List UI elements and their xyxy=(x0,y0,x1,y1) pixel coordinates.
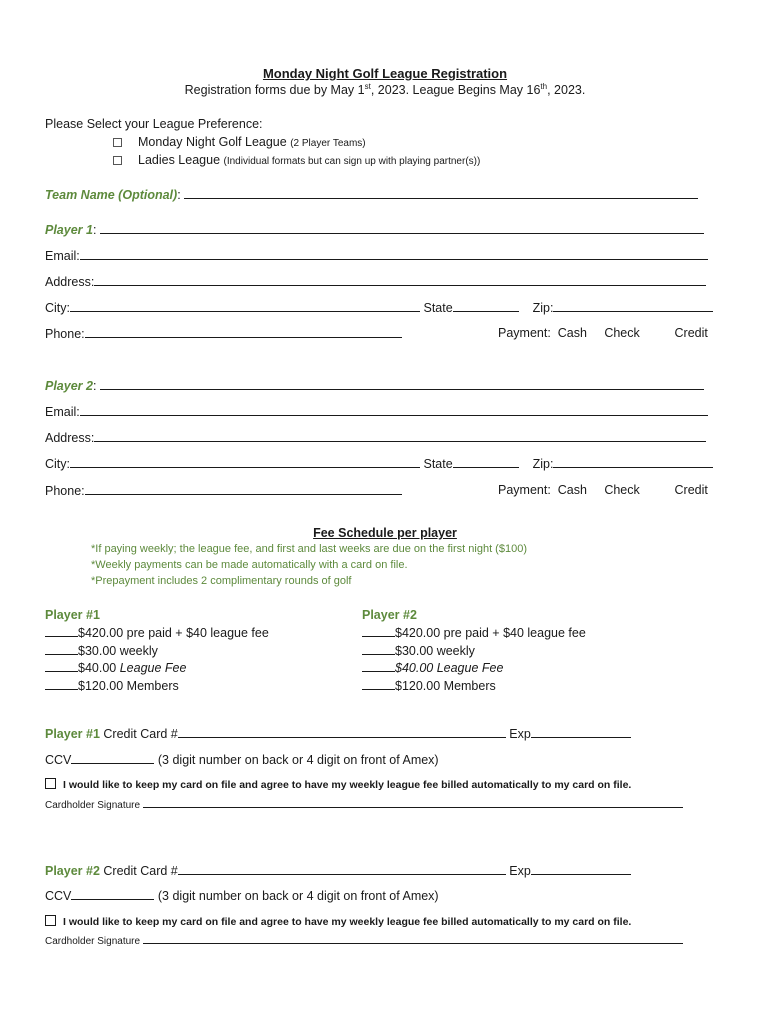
p1-ccv-field[interactable]: CCV (3 digit number on back or 4 digit on front of Amex) xyxy=(45,753,439,767)
fee-option[interactable]: $420.00 pre paid + $40 league fee xyxy=(45,625,269,640)
fee-option[interactable]: $30.00 weekly xyxy=(45,643,158,658)
pay-check[interactable]: Check xyxy=(604,326,640,340)
fee-note: *If paying weekly; the league fee, and first and last weeks are due on the first night ($100) xyxy=(91,543,527,555)
pay-credit[interactable]: Credit xyxy=(674,483,708,497)
player2-city-row[interactable]: City: State Zip: xyxy=(45,456,713,471)
p2-credit-card-field[interactable]: Player #2 Credit Card # Exp xyxy=(45,863,631,878)
page-title: Monday Night Golf League Registration xyxy=(262,66,508,81)
option-monday-league[interactable]: Monday Night Golf League (2 Player Teams) xyxy=(113,135,366,149)
consent-checkbox[interactable] xyxy=(45,915,56,926)
pay-check[interactable]: Check xyxy=(604,483,640,497)
fee-option[interactable]: $40.00 League Fee xyxy=(45,660,186,675)
fee-option[interactable]: $120.00 Members xyxy=(362,678,496,693)
player1-phone-field[interactable]: Phone: xyxy=(45,326,402,341)
player2-phone-field[interactable]: Phone: xyxy=(45,483,402,498)
fee-col-player1-label: Player #1 xyxy=(45,608,100,622)
fee-schedule-title: Fee Schedule per player xyxy=(313,526,457,540)
fee-option[interactable]: $120.00 Members xyxy=(45,678,179,693)
consent-checkbox[interactable] xyxy=(45,778,56,789)
player1-city-row[interactable]: City: State Zip: xyxy=(45,300,713,315)
checkbox[interactable] xyxy=(113,156,122,165)
checkbox[interactable] xyxy=(113,138,122,147)
player2-address-field[interactable]: Address: xyxy=(45,430,706,445)
pay-cash[interactable]: Cash xyxy=(557,326,587,340)
fee-col-player2-label: Player #2 xyxy=(362,608,417,622)
fee-note: *Weekly payments can be made automatically with a card on file. xyxy=(91,559,408,571)
p2-signature-field[interactable]: Cardholder Signature xyxy=(45,933,683,947)
player2-name-field[interactable]: Player 2: xyxy=(45,378,704,393)
preference-prompt: Please Select your League Preference: xyxy=(45,117,263,131)
player1-address-field[interactable]: Address: xyxy=(45,274,706,289)
p1-credit-card-field[interactable]: Player #1 Credit Card # Exp xyxy=(45,726,631,741)
option-ladies-league[interactable]: Ladies League (Individual formats but can sign up with playing partner(s)) xyxy=(113,153,480,167)
p2-consent[interactable]: I would like to keep my card on file and agree to have my weekly league fee billed automatically to my card on file. xyxy=(45,915,631,928)
fee-note: *Prepayment includes 2 complimentary rounds of golf xyxy=(91,575,352,587)
team-name-field[interactable]: Team Name (Optional): xyxy=(45,187,698,202)
p1-signature-field[interactable]: Cardholder Signature xyxy=(45,797,683,811)
fee-option[interactable]: $30.00 weekly xyxy=(362,643,475,658)
fee-option[interactable]: $420.00 pre paid + $40 league fee xyxy=(362,625,586,640)
player1-name-field[interactable]: Player 1: xyxy=(45,222,704,237)
p2-ccv-field[interactable]: CCV (3 digit number on back or 4 digit on front of Amex) xyxy=(45,889,439,903)
player2-payment: Payment: Cash Check Credit xyxy=(498,483,708,497)
due-dates: Registration forms due by May 1st, 2023. League Begins May 16th, 2023. xyxy=(184,81,586,97)
player2-email-field[interactable]: Email: xyxy=(45,404,708,419)
pay-cash[interactable]: Cash xyxy=(557,483,587,497)
fee-option[interactable]: $40.00 League Fee xyxy=(362,660,503,675)
pay-credit[interactable]: Credit xyxy=(674,326,708,340)
player1-payment: Payment: Cash Check Credit xyxy=(498,326,708,340)
p1-consent[interactable]: I would like to keep my card on file and agree to have my weekly league fee billed automatically to my card on file. xyxy=(45,778,631,791)
player1-email-field[interactable]: Email: xyxy=(45,248,708,263)
